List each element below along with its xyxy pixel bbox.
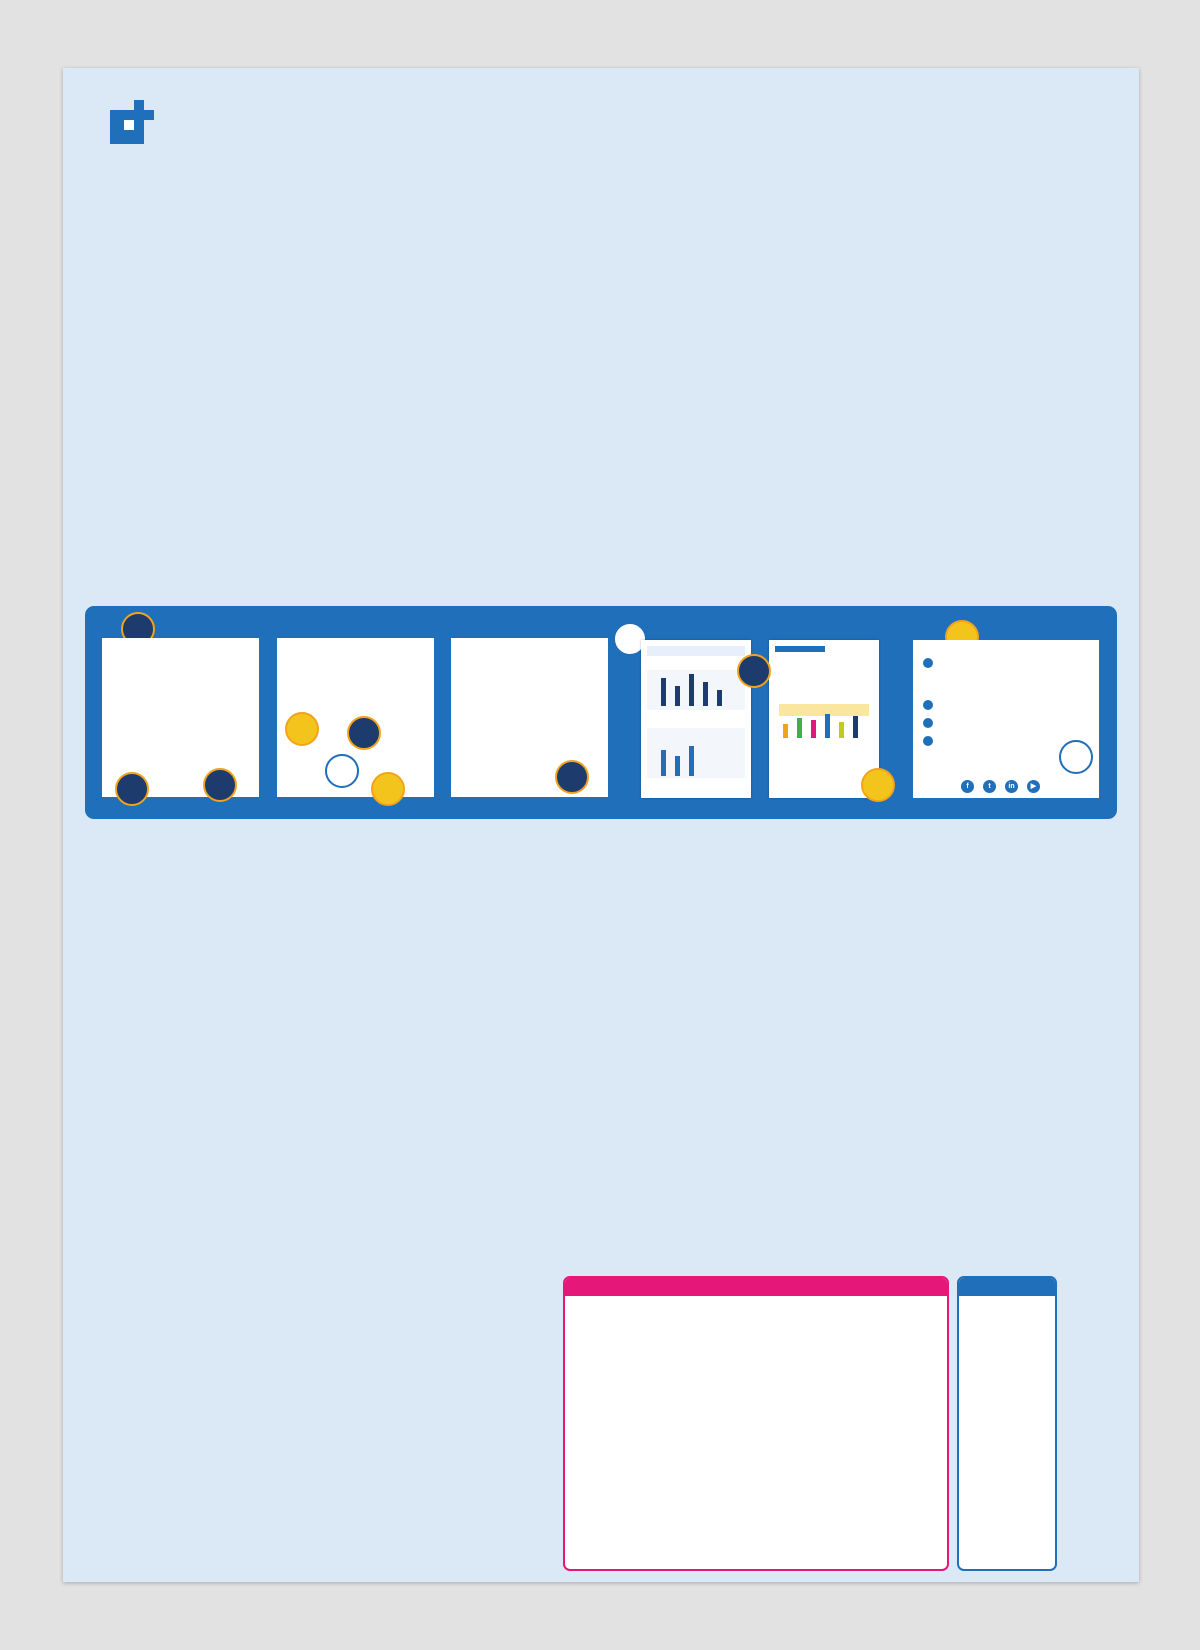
project-report-thumbnail-2 [769, 640, 879, 798]
badge-icon [115, 772, 149, 806]
card-body [102, 646, 259, 654]
youtube-icon[interactable]: ▶ [1027, 780, 1040, 793]
badge-icon [325, 754, 359, 788]
contact-card [913, 640, 1099, 798]
scio-logo [110, 100, 285, 146]
card-body [451, 646, 608, 654]
card-body [277, 646, 434, 654]
calendar-poster [63, 68, 1139, 1582]
badge-icon [347, 716, 381, 750]
twitter-icon[interactable]: t [983, 780, 996, 793]
news-band [85, 606, 1117, 819]
help-box [563, 1276, 949, 1571]
phone-icon [923, 700, 933, 710]
web-icon [923, 736, 933, 746]
home-icon [923, 658, 933, 668]
facebook-icon[interactable]: f [961, 780, 974, 793]
badge-icon [203, 768, 237, 802]
project-report-thumbnail-1 [641, 640, 751, 798]
badge-icon [861, 768, 895, 802]
legend-title [959, 1278, 1055, 1296]
mouse-badge-icon [1059, 740, 1093, 774]
badge-icon [737, 654, 771, 688]
help-title [565, 1278, 947, 1296]
scio-logo-icon [110, 100, 154, 144]
legend-box [957, 1276, 1057, 1571]
linkedin-icon[interactable]: in [1005, 780, 1018, 793]
badge-icon [285, 712, 319, 746]
email-icon [923, 718, 933, 728]
badge-icon [371, 772, 405, 806]
badge-icon [555, 760, 589, 794]
